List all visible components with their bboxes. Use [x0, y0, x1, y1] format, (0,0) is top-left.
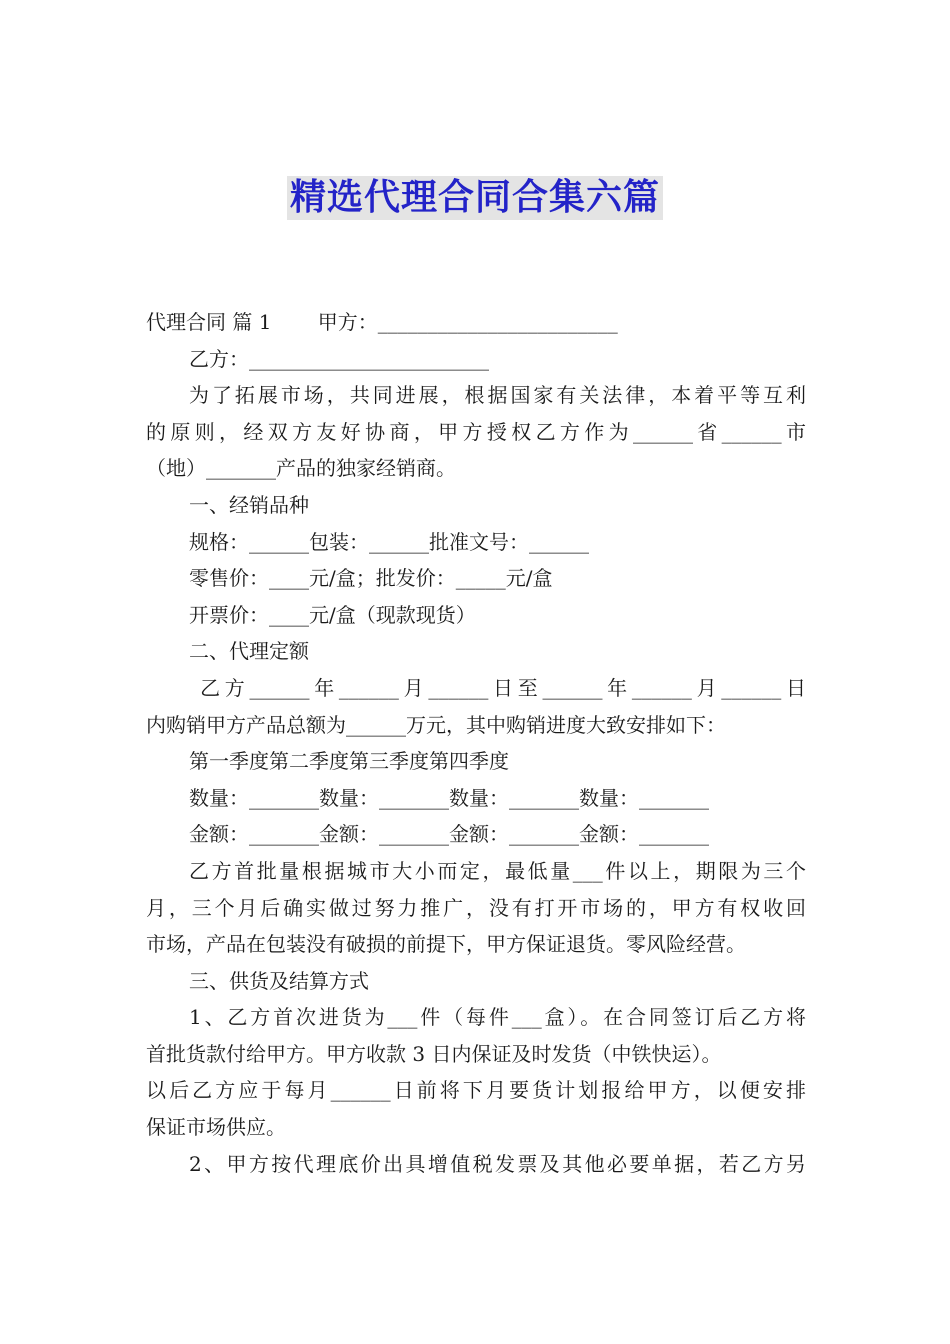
section-heading: 一、经销品种 — [189, 492, 309, 517]
paragraph-line: 保证市场供应。 — [146, 1115, 286, 1140]
section-heading: 三、供货及结算方式 — [189, 968, 369, 993]
document-title-wrap — [0, 176, 950, 226]
paragraph-line: 金额：_______金额：_______金额：_______金额：_______ — [189, 822, 709, 847]
document-title: 精选代理合同合集六篇 — [287, 176, 663, 220]
paragraph-line: 2、甲方按代理底价出具增值税发票及其他必要单据，若乙方另 — [189, 1151, 806, 1176]
paragraph-line: 第一季度第二季度第三季度第四季度 — [189, 749, 509, 774]
paragraph-line: 以后乙方应于每月______日前将下月要货计划报给甲方，以便安排 — [146, 1078, 806, 1103]
paragraph-line: （地）_______产品的独家经销商。 — [146, 456, 456, 481]
paragraph-line: 开票价：____元/盒（现款现货） — [189, 602, 476, 627]
paragraph-line: 为了拓展市场，共同进展，根据国家有关法律，本着平等互利 — [189, 383, 806, 408]
paragraph-line: 零售价：____元/盒；批发价：_____元/盒 — [189, 566, 553, 591]
paragraph-line: 的原则，经双方友好协商，甲方授权乙方作为______省______市 — [146, 419, 806, 444]
contract-heading-line: 代理合同 篇 1 甲方：________________________ — [146, 310, 618, 334]
paragraph-line: 市场，产品在包装没有破损的前提下，甲方保证退货。零风险经营。 — [146, 932, 746, 957]
paragraph-line: 首批货款付给甲方。甲方收款 3 日内保证及时发货（中铁快运）。 — [146, 1041, 722, 1066]
paragraph-line: 乙方______年______月______日至______年______月______日 — [189, 675, 806, 700]
paragraph-line: 乙方首批量根据城市大小而定，最低量___件以上，期限为三个 — [189, 858, 806, 883]
section-heading: 二、代理定额 — [189, 639, 309, 664]
paragraph-line: 月，三个月后确实做过努力推广，没有打开市场的，甲方有权收回 — [146, 895, 806, 920]
paragraph-line: 1、乙方首次进货为___件（每件___盒）。在合同签订后乙方将 — [189, 1005, 806, 1030]
document-body — [146, 304, 806, 1182]
paragraph-line: 规格：______包装：______批准文号：______ — [189, 529, 589, 554]
paragraph-line: 内购销甲方产品总额为______万元，其中购销进度大致安排如下： — [146, 712, 726, 737]
paragraph-line: 数量：_______数量：_______数量：_______数量：_______ — [189, 785, 709, 810]
party-b-line: 乙方：________________________ — [189, 346, 489, 371]
